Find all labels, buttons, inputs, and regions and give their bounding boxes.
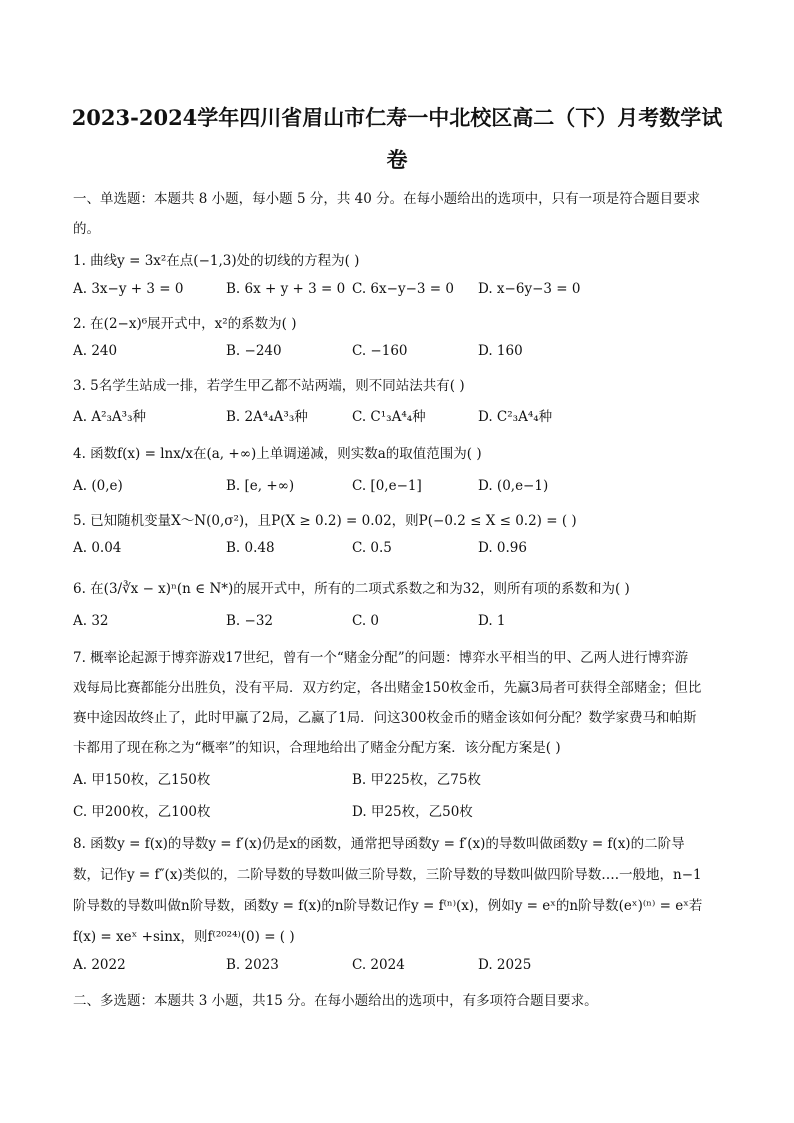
q2-option-a: A. 240: [73, 343, 118, 359]
question-2-stem: 2. 在(2−x)⁶展开式中，x²的系数为( ): [73, 316, 297, 332]
q5-option-a: A. 0.04: [73, 540, 122, 556]
title-line-2: 卷: [386, 147, 408, 172]
question-8-line-2: 数，记作y = f″(x)类似的，二阶导数的导数叫做三阶导数，三阶导数的导数叫做四阶导数….一般地，n−1: [73, 867, 702, 883]
q3-option-d: D. C²₃A⁴₄种: [478, 409, 553, 425]
q5-option-b: B. 0.48: [226, 540, 275, 556]
title-line-1: 2023-2024学年四川省眉山市仁寿一中北校区高二（下）月考数学试: [71, 105, 723, 130]
q4-option-d: D. (0,e−1): [478, 478, 549, 494]
q7-option-b: B. 甲225枚，乙75枚: [352, 772, 481, 788]
q6-option-a: A. 32: [73, 613, 109, 629]
q3-option-c: C. C¹₃A⁴₄种: [352, 409, 426, 425]
q3-option-a: A. A²₃A³₃种: [73, 409, 146, 425]
question-4-stem: 4. 函数f(x) = lnx/x在(a, +∞)上单调递减，则实数a的取值范围为( ): [73, 446, 482, 462]
q2-option-d: D. 160: [478, 343, 523, 359]
section1-header-cont: 的。: [73, 221, 100, 237]
q4-option-c: C. [0,e−1]: [352, 478, 422, 494]
q1-option-c: C. 6x−y−3 = 0: [352, 281, 454, 297]
question-8-line-1: 8. 函数y = f(x)的导数y = f′(x)仍是x的函数，通常把导函数y = f′(x)的导数叫做函数y = f(x)的二阶导: [73, 836, 685, 852]
q6-option-c: C. 0: [352, 613, 380, 629]
q5-option-d: D. 0.96: [478, 540, 527, 556]
q1-option-b: B. 6x + y + 3 = 0: [226, 281, 346, 297]
q8-option-b: B. 2023: [226, 957, 279, 973]
q5-option-c: C. 0.5: [352, 540, 392, 556]
q8-option-d: D. 2025: [478, 957, 532, 973]
question-7-line-4: 卡都用了现在称之为“概率”的知识，合理地给出了赌金分配方案．该分配方案是( ): [73, 740, 561, 756]
question-3-stem: 3. 5名学生站成一排，若学生甲乙都不站两端，则不同站法共有( ): [73, 378, 465, 394]
q1-option-d: D. x−6y−3 = 0: [478, 281, 581, 297]
question-6-stem: 6. 在(3/∛x − x)ⁿ(n ∈ N*)的展开式中，所有的二项式系数之和为32，则所有项的系数和为( ): [73, 581, 630, 597]
q7-option-c: C. 甲200枚，乙100枚: [73, 804, 211, 820]
question-1-stem: 1. 曲线y = 3x²在点(−1,3)处的切线的方程为( ): [73, 253, 360, 269]
q1-option-a: A. 3x−y + 3 = 0: [73, 281, 184, 297]
question-7-line-1: 7. 概率论起源于博弈游戏17世纪，曾有一个“赌金分配”的问题：博弈水平相当的甲、乙两人进行博弈游: [73, 650, 689, 666]
question-5-stem: 5. 已知随机变量X～N(0,σ²)，且P(X ≥ 0.2) = 0.02，则P(−0.2 ≤ X ≤ 0.2) = ( ): [73, 513, 577, 529]
section1-header: 一、单选题：本题共 8 小题，每小题 5 分，共 40 分。在每小题给出的选项中，只有一项是符合题目要求: [73, 191, 701, 207]
q6-option-d: D. 1: [478, 613, 506, 629]
q6-option-b: B. −32: [226, 613, 273, 629]
q7-option-d: D. 甲25枚，乙50枚: [352, 804, 473, 820]
question-8-line-4: f(x) = xeˣ +sinx，则f⁽²⁰²⁴⁾(0) = ( ): [73, 929, 295, 945]
q2-option-c: C. −160: [352, 343, 408, 359]
q4-option-a: A. (0,e): [73, 478, 123, 494]
q4-option-b: B. [e, +∞): [226, 478, 295, 494]
section2-header: 二、多选题：本题共 3 小题，共15 分。在每小题给出的选项中，有多项符合题目要求。: [73, 993, 598, 1009]
q2-option-b: B. −240: [226, 343, 282, 359]
q8-option-a: A. 2022: [73, 957, 126, 973]
question-7-line-2: 戏每局比赛都能分出胜负，没有平局．双方约定，各出赌金150枚金币，先赢3局者可获得全部赌金；但比: [73, 680, 702, 696]
question-7-line-3: 赛中途因故终止了，此时甲赢了2局，乙赢了1局．问这300枚金币的赌金该如何分配？数学家费马和帕斯: [73, 710, 697, 726]
q7-option-a: A. 甲150枚，乙150枚: [73, 772, 211, 788]
question-8-line-3: 阶导数的导数叫做n阶导数，函数y = f(x)的n阶导数记作y = f⁽ⁿ⁾(x)，例如y = eˣ的n阶导数(eˣ)⁽ⁿ⁾ = eˣ若: [73, 898, 703, 914]
q3-option-b: B. 2A⁴₄A³₃种: [226, 409, 308, 425]
q8-option-c: C. 2024: [352, 957, 405, 973]
